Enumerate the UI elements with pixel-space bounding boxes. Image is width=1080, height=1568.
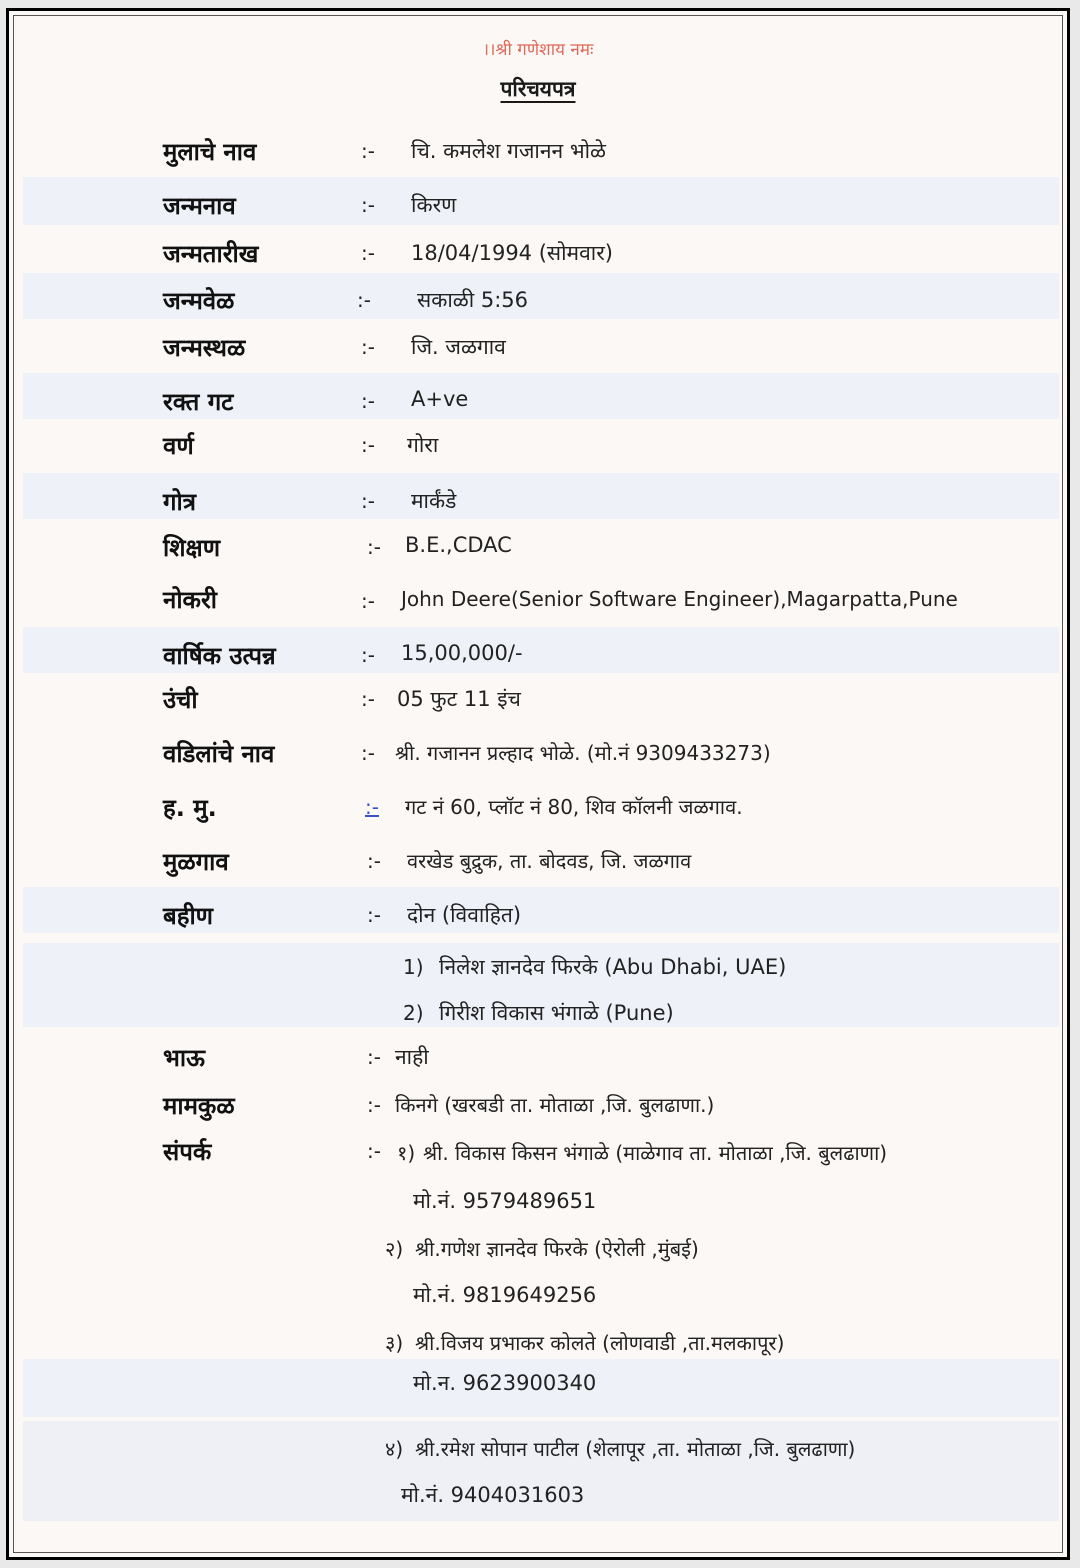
contact-phone: मो.नं. 9819649256 <box>413 1283 597 1307</box>
field-row-income <box>9 637 1067 677</box>
field-separator: :- <box>367 849 381 873</box>
field-label: गोत्र <box>163 488 196 516</box>
field-row-blood-group <box>9 383 1067 423</box>
field-row-complexion <box>9 427 1067 467</box>
field-row-birth-name <box>9 187 1067 227</box>
field-row-name <box>9 133 1067 173</box>
field-value: John Deere(Senior Software Engineer),Magarpatta,Pune <box>401 587 958 611</box>
field-label: जन्मवेळ <box>163 287 235 315</box>
field-separator: :- <box>361 193 375 217</box>
field-label: वर्ण <box>163 432 194 460</box>
contact-phone: मो.नं. 9404031603 <box>401 1483 585 1507</box>
list-text: निलेश ज्ञानदेव फिरके (Abu Dhabi, UAE) <box>439 955 787 979</box>
field-value: नाही <box>395 1045 429 1069</box>
field-value: 15,00,000/- <box>401 641 523 665</box>
field-label: रक्त गट <box>163 388 234 416</box>
contact-phone: मो.नं. 9579489651 <box>413 1189 597 1213</box>
contact-entry <box>9 1135 1067 1175</box>
field-row-address <box>9 789 1067 829</box>
field-value: किरण <box>411 193 457 217</box>
field-label: ह. मु. <box>163 794 217 822</box>
field-label: नोकरी <box>163 586 217 614</box>
field-row-native-place <box>9 843 1067 883</box>
field-value: श्री. गजानन प्रल्हाद भोळे. (मो.नं 9309433273) <box>395 741 771 765</box>
field-value: सकाळी 5:56 <box>417 288 528 312</box>
field-label: वार्षिक उत्पन्न <box>163 642 276 670</box>
field-value: जि. जळगाव <box>411 335 506 359</box>
contact-phone: मो.न. 9623900340 <box>413 1371 597 1395</box>
field-row-birth-time <box>9 282 1067 322</box>
field-value: 18/04/1994 (सोमवार) <box>411 241 613 265</box>
field-separator: :- <box>367 1139 381 1163</box>
contact-number: ३) <box>385 1331 404 1355</box>
field-row-birth-place <box>9 329 1067 369</box>
list-item-sister <box>9 995 1067 1035</box>
field-row-education <box>9 529 1067 569</box>
field-separator: :- <box>367 1045 381 1069</box>
field-value: किनगे (खरबडी ता. मोताळा ,जि. बुलढाणा.) <box>395 1093 715 1117</box>
field-row-father <box>9 735 1067 775</box>
field-label: जन्मस्थळ <box>163 334 246 362</box>
field-label: जन्मनाव <box>163 192 236 220</box>
field-row-gotra <box>9 483 1067 523</box>
contact-phone-row <box>9 1477 1067 1517</box>
field-value: मार्कंडे <box>411 489 457 513</box>
field-separator: :- <box>361 643 375 667</box>
biodata-page <box>6 8 1070 1560</box>
field-value: B.E.,CDAC <box>405 533 512 557</box>
field-row-sisters <box>9 897 1067 937</box>
field-row-height <box>9 681 1067 721</box>
field-label: संपर्क <box>163 1138 212 1166</box>
field-separator: :- <box>361 741 375 765</box>
field-label: मुळगाव <box>163 848 229 876</box>
field-separator: :- <box>367 535 381 559</box>
field-separator: :- <box>357 288 371 312</box>
field-row-maternal <box>9 1087 1067 1127</box>
contact-name: श्री.गणेश ज्ञानदेव फिरके (ऐरोली ,मुंबई) <box>415 1237 699 1261</box>
list-number: 2) <box>403 1001 424 1025</box>
page-title: परिचयपत्र <box>500 77 576 101</box>
contact-entry <box>9 1231 1067 1271</box>
field-separator: :- <box>361 335 375 359</box>
list-item-sister <box>9 949 1067 989</box>
contact-phone-row <box>9 1183 1067 1223</box>
list-text: गिरीश विकास भंगाळे (Pune) <box>439 1001 674 1025</box>
field-value: 05 फुट 11 इंच <box>397 687 521 711</box>
contact-phone-row <box>9 1365 1067 1405</box>
invocation-text: ।।श्री गणेशाय नमः <box>482 40 594 60</box>
field-separator: :- <box>361 433 375 457</box>
field-label: मुलाचे नाव <box>163 138 257 166</box>
field-value: A+ve <box>411 387 469 411</box>
contact-entry <box>9 1325 1067 1365</box>
contact-entry <box>9 1431 1067 1471</box>
field-value: गट नं 60, प्लॉट नं 80, शिव कॉलनी जळगाव. <box>405 795 743 819</box>
field-label: जन्मतारीख <box>163 240 259 268</box>
field-separator: :- <box>361 687 375 711</box>
field-separator: :- <box>361 589 375 613</box>
contact-number: १) <box>397 1141 416 1165</box>
field-value: वरखेड बुद्रुक, ता. बोदवड, जि. जळगाव <box>407 849 692 873</box>
field-label: शिक्षण <box>163 534 221 562</box>
field-value: गोरा <box>407 433 439 457</box>
contact-number: ४) <box>385 1437 404 1461</box>
field-separator: :- <box>361 389 375 413</box>
field-row-job <box>9 583 1067 623</box>
contact-name: श्री. विकास किसन भंगाळे (माळेगाव ता. मोताळा ,जि. बुलढाणा) <box>423 1141 888 1165</box>
field-label: वडिलांचे नाव <box>163 740 275 768</box>
contact-name: श्री.रमेश सोपान पाटील (शेलापूर ,ता. मोताळा ,जि. बुलढाणा) <box>415 1437 856 1461</box>
contact-phone-row <box>9 1277 1067 1317</box>
field-label: भाऊ <box>163 1044 205 1072</box>
field-value: चि. कमलेश गजानन भोळे <box>411 139 606 163</box>
field-row-birth-date <box>9 235 1067 275</box>
field-separator: :- <box>361 139 375 163</box>
field-label: उंची <box>163 686 198 714</box>
field-separator: :- <box>361 241 375 265</box>
list-number: 1) <box>403 955 424 979</box>
contact-number: २) <box>385 1237 404 1261</box>
field-label: मामकुळ <box>163 1092 235 1120</box>
field-value: दोन (विवाहित) <box>407 903 522 927</box>
field-separator: :- <box>361 489 375 513</box>
contact-name: श्री.विजय प्रभाकर कोलते (लोणवाडी ,ता.मलकापूर) <box>415 1331 785 1355</box>
field-separator: :- <box>367 1093 381 1117</box>
field-label: बहीण <box>163 902 214 930</box>
field-separator: :- <box>367 903 381 927</box>
field-row-brother <box>9 1039 1067 1079</box>
field-separator: :- <box>365 795 379 819</box>
